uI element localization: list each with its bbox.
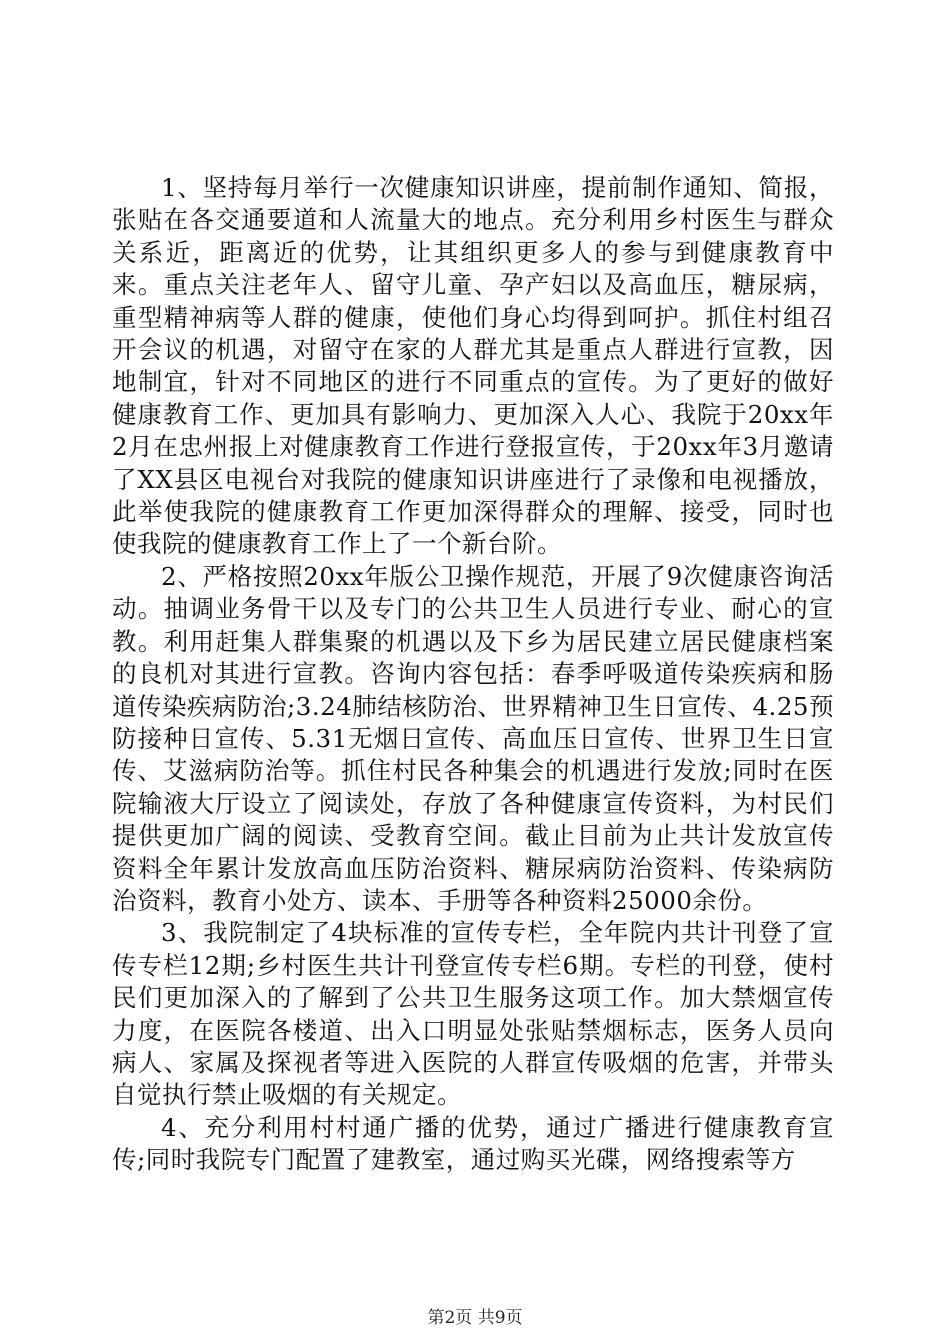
paragraph-4: 4、充分利用村村通广播的优势，通过广播进行健康教育宣传;同时我院专门配置了建教室，通过购买光碟，网络搜索等方 <box>112 1112 834 1175</box>
page-footer: 第2页 共9页 <box>427 1308 523 1328</box>
paragraph-3: 3、我院制定了4块标准的宣传专栏，全年院内共计刊登了宣传专栏12期;乡村医生共计刊登宣传专栏6期。专栏的刊登，使村民们更加深入的了解到了公共卫生服务这项工作。加大禁烟宣传力度，在医院各楼道、出入口明显处张贴禁烟标志，医务人员向病人、家属及探视者等进入医院的人群宣传吸烟的危害，并带头自觉执行禁止吸烟的有关规定。 <box>112 918 834 1110</box>
document-body <box>112 172 834 1177</box>
paragraph-1: 1、坚持每月举行一次健康知识讲座，提前制作通知、简报，张贴在各交通要道和人流量大的地点。充分利用乡村医生与群众关系近，距离近的优势，让其组织更多人的参与到健康教育中来。重点关注老年人、留守儿童、孕产妇以及高血压，糖尿病，重型精神病等人群的健康，使他们身心均得到呵护。抓住村组召开会议的机遇，对留守在家的人群尤其是重点人群进行宣教，因地制宜，针对不同地区的进行不同重点的宣传。为了更好的做好健康教育工作、更加具有影响力、更加深入人心、我院于20xx年2月在忠州报上对健康教育工作进行登报宣传，于20xx年3月邀请了XX县区电视台对我院的健康知识讲座进行了录像和电视播放，此举使我院的健康教育工作更加深得群众的理解、接受，同时也使我院的健康教育工作上了一个新台阶。 <box>112 173 834 559</box>
paragraph-2: 2、严格按照20xx年版公卫操作规范，开展了9次健康咨询活动。抽调业务骨干以及专门的公共卫生人员进行专业、耐心的宣教。利用赶集人群集聚的机遇以及下乡为居民建立居民健康档案的良机对其进行宣教。咨询内容包括：春季呼吸道传染疾病和肠道传染疾病防治;3.24肺结核防治、世界精神卫生日宣传、4.25预防接种日宣传、5.31无烟日宣传、高血压日宣传、世界卫生日宣传、艾滋病防治等。抓住村民各种集会的机遇进行发放;同时在医院输液大厅设立了阅读处，存放了各种健康宣传资料，为村民们提供更加广阔的阅读、受教育空间。截止目前为止共计发放宣传资料全年累计发放高血压防治资料、糖尿病防治资料、传染病防治资料，教育小处方、读本、手册等各种资料25000余份。 <box>112 561 834 915</box>
